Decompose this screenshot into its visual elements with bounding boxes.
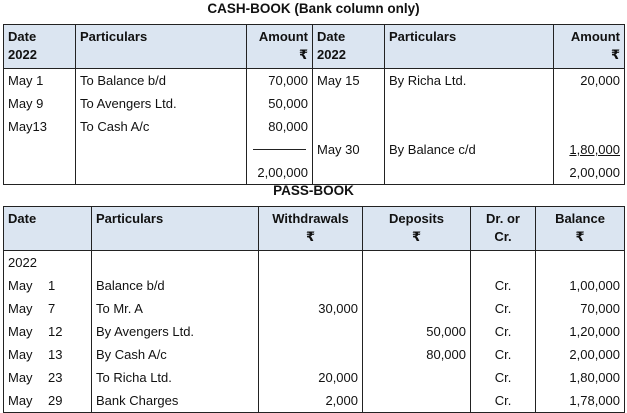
pb-drcr: Cr. <box>471 366 536 389</box>
cb-particulars: To Avengers Ltd. <box>76 92 247 115</box>
cb-particulars: By Richa Ltd. <box>385 69 554 93</box>
pb-withdrawals <box>259 274 363 297</box>
table-row <box>4 274 625 297</box>
pb-particulars: By Cash A/c <box>92 343 259 366</box>
cash-book-title: CASH-BOOK (Bank column only) <box>207 1 420 16</box>
cb-amount <box>554 115 625 138</box>
pb-balance: 1,20,000 <box>536 320 625 343</box>
pb-date: May 13 <box>4 343 92 366</box>
pb-particulars: To Richa Ltd. <box>92 366 259 389</box>
table-row <box>4 297 625 320</box>
pb-particulars: To Mr. A <box>92 297 259 320</box>
pass-book-table <box>3 206 625 413</box>
cb-amount: 80,000 <box>247 115 313 138</box>
cb-particulars: By Balance c/d <box>385 138 554 161</box>
pb-particulars: Balance b/d <box>92 274 259 297</box>
pb-header-date: Date <box>4 207 92 251</box>
table-row <box>4 69 625 93</box>
pb-header-drcr: Dr. or Cr. <box>471 207 536 251</box>
table-row <box>4 92 625 115</box>
rupee-icon: ₹ <box>305 229 316 244</box>
pb-withdrawals: 2,000 <box>259 389 363 413</box>
pb-date: May 29 <box>4 389 92 413</box>
pb-header-particulars: Particulars <box>92 207 259 251</box>
pb-balance: 1,78,000 <box>536 389 625 413</box>
table-row <box>4 115 625 138</box>
cb-total-rule <box>247 138 313 161</box>
cb-date <box>4 138 76 161</box>
cb-particulars: To Balance b/d <box>76 69 247 93</box>
pb-drcr: Cr. <box>471 274 536 297</box>
rupee-icon: ₹ <box>411 229 422 244</box>
pb-particulars: By Avengers Ltd. <box>92 320 259 343</box>
pb-deposits <box>363 297 471 320</box>
pb-deposits: 50,000 <box>363 320 471 343</box>
pb-date: May 1 <box>4 274 92 297</box>
cb-header-particulars-left: Particulars <box>76 25 247 69</box>
cb-particulars: To Cash A/c <box>76 115 247 138</box>
pb-balance: 2,00,000 <box>536 343 625 366</box>
cb-particulars <box>385 115 554 138</box>
cb-date: May 30 <box>313 138 385 161</box>
rupee-icon: ₹ <box>298 47 308 62</box>
table-row <box>4 343 625 366</box>
pb-drcr: Cr. <box>471 320 536 343</box>
pass-book-title: PASS-BOOK <box>273 183 354 198</box>
pb-balance: 70,000 <box>536 297 625 320</box>
cb-amount: 20,000 <box>554 69 625 93</box>
cash-book-table <box>3 24 625 185</box>
pb-year: 2022 <box>4 251 92 275</box>
cb-header-date-right: Date 2022 <box>313 25 385 69</box>
cb-particulars <box>76 138 247 161</box>
pb-date: May 23 <box>4 366 92 389</box>
pb-drcr: Cr. <box>471 297 536 320</box>
cb-header-amount-left: Amount ₹ <box>247 25 313 69</box>
cb-amount <box>554 92 625 115</box>
cb-date: May 15 <box>313 69 385 93</box>
pb-header-withdrawals: Withdrawals ₹ <box>259 207 363 251</box>
cb-date: May13 <box>4 115 76 138</box>
pb-withdrawals: 30,000 <box>259 297 363 320</box>
pb-date: May 12 <box>4 320 92 343</box>
pb-deposits <box>363 366 471 389</box>
cb-date: May 9 <box>4 92 76 115</box>
table-row <box>4 138 625 161</box>
cb-totals-row <box>4 161 625 185</box>
pb-withdrawals <box>259 343 363 366</box>
table-row <box>4 366 625 389</box>
pb-year-row <box>4 251 625 275</box>
pb-drcr: Cr. <box>471 389 536 413</box>
pb-header-deposits: Deposits ₹ <box>363 207 471 251</box>
cb-particulars <box>385 92 554 115</box>
pb-deposits <box>363 274 471 297</box>
cb-date <box>313 92 385 115</box>
pb-header-balance: Balance ₹ <box>536 207 625 251</box>
cb-amount: 70,000 <box>247 69 313 93</box>
cb-header-amount-right: Amount ₹ <box>554 25 625 69</box>
pb-drcr: Cr. <box>471 343 536 366</box>
rupee-icon: ₹ <box>575 229 585 244</box>
cb-header-particulars-right: Particulars <box>385 25 554 69</box>
cb-total-right: 2,00,000 <box>554 161 625 185</box>
pb-balance: 1,80,000 <box>536 366 625 389</box>
pb-particulars: Bank Charges <box>92 389 259 413</box>
pb-date: May 7 <box>4 297 92 320</box>
pb-deposits: 80,000 <box>363 343 471 366</box>
pb-withdrawals: 20,000 <box>259 366 363 389</box>
rupee-icon: ₹ <box>610 47 620 62</box>
cb-amount: 1,80,000 <box>554 138 625 161</box>
cb-date <box>313 115 385 138</box>
pb-balance: 1,00,000 <box>536 274 625 297</box>
cb-total-left: 2,00,000 <box>247 161 313 185</box>
table-row <box>4 320 625 343</box>
cb-amount: 50,000 <box>247 92 313 115</box>
cb-date: May 1 <box>4 69 76 93</box>
pb-withdrawals <box>259 320 363 343</box>
cb-header-date-left: Date 2022 <box>4 25 76 69</box>
